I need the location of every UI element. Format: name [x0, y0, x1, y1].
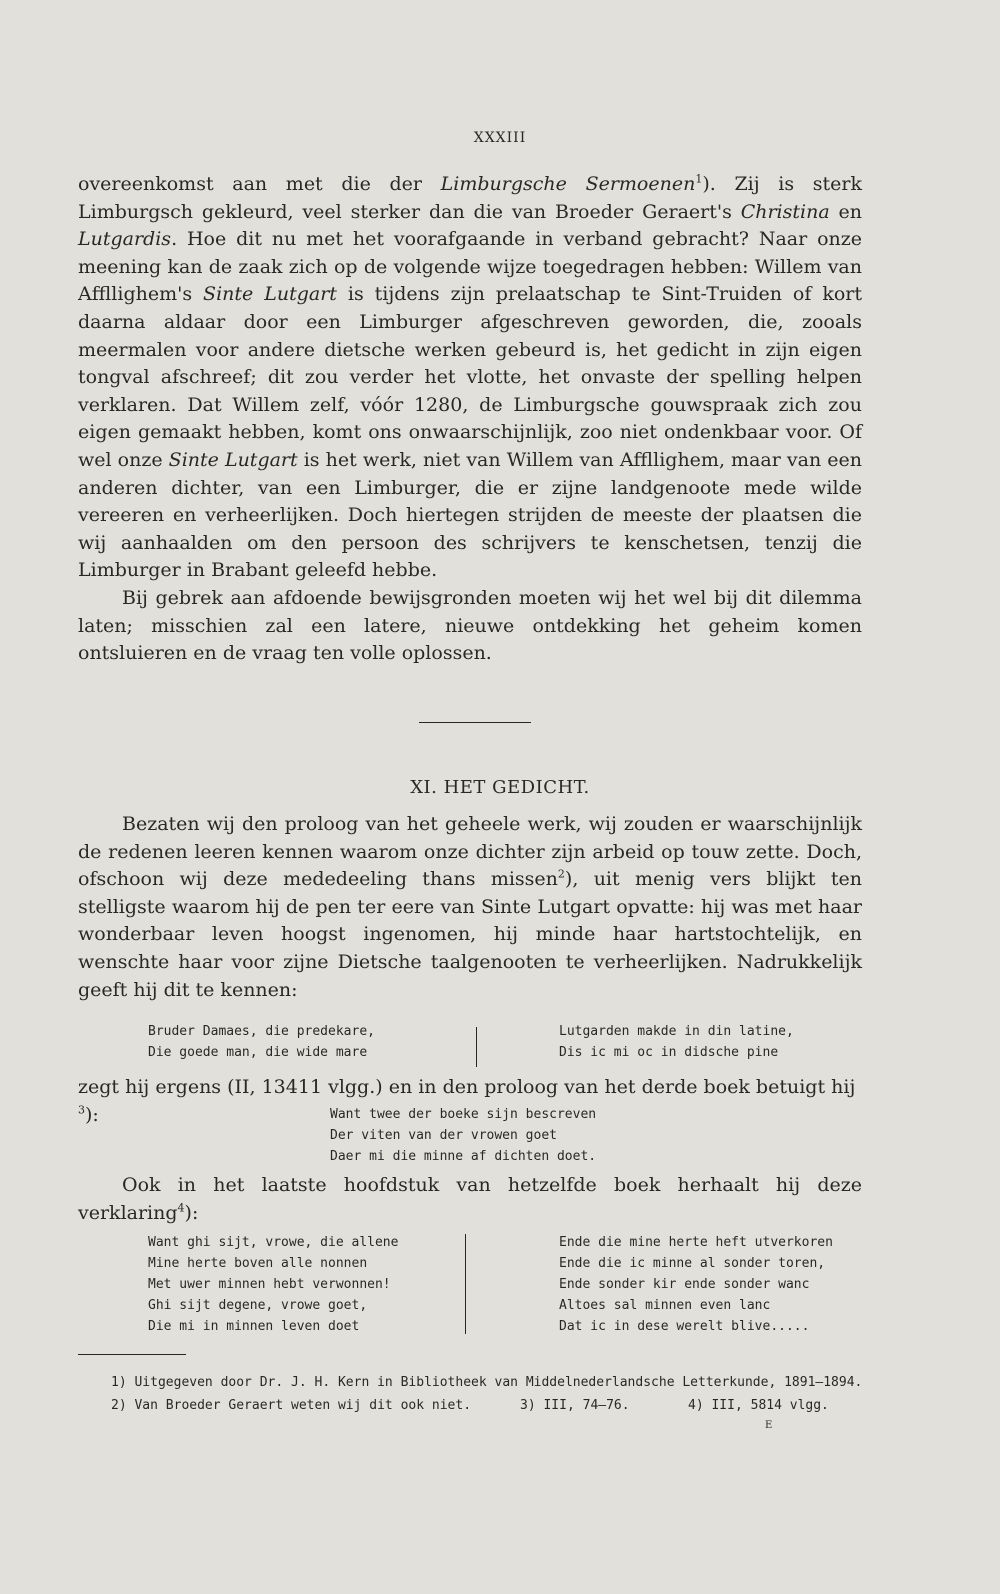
verse-3-right — [559, 1232, 833, 1337]
verse-line: Die goede man, die wide mare — [148, 1045, 368, 1060]
verse-line: Mine herte boven alle nonnen — [148, 1256, 368, 1271]
verse-line: Ende die mine herte heft utverkoren — [559, 1235, 833, 1250]
verse-line: Bruder Damaes, die predekare, — [148, 1024, 375, 1039]
paragraph-2 — [78, 585, 862, 668]
verse-1-right — [559, 1021, 794, 1063]
verse-divider — [465, 1234, 466, 1334]
footnote-3: 3) III, 74—76. — [520, 1398, 630, 1413]
italic-title: Sinte Lutgart — [168, 448, 298, 471]
verse-line: Dat ic in dese werelt blive..... — [559, 1319, 810, 1334]
footnote-2: 2) Van Broeder Geraert weten wij dit ook niet. — [111, 1398, 472, 1413]
footnote-ref: 2 — [557, 867, 565, 881]
footnote-ref: 3 — [78, 1103, 85, 1117]
text-run: Bij gebrek aan afdoende bewijsgronden moeten wij het wel bij dit dilemma laten; misschien zal een latere, nieuwe ontdekking het geheim komen ontsluieren en de vraag ten volle oplossen. — [78, 586, 862, 665]
signature-mark: E — [765, 1420, 773, 1431]
verse-line: Dis ic mi oc in didsche pine — [559, 1045, 779, 1060]
text-run: ): — [85, 1103, 99, 1126]
page-number: XXXIII — [473, 130, 527, 146]
text-run: overeenkomst aan met die der — [78, 173, 441, 195]
italic-title: Sinte Lutgart — [203, 283, 337, 306]
footnote-1: 1) Uitgegeven door Dr. J. H. Kern in Bibliotheek van Middelnederlandsche Letterkunde, 1891—1894. — [111, 1375, 863, 1390]
text-run: Bezaten wij den proloog van het geheele werk, wij zouden er waarschijnlijk de redenen leeren kennen waarom onze dichter zijn arbeid op touw zette. Doch, ofschoon wij deze mededeeling thans missen — [78, 813, 862, 891]
verse-line: Die mi in minnen leven doet — [148, 1319, 360, 1334]
verse-1-left — [148, 1021, 375, 1063]
verse-2 — [330, 1104, 596, 1167]
verse-line: Ende sonder kir ende sonder wanc — [559, 1277, 810, 1292]
italic-title: Christina — [740, 200, 830, 223]
paragraph-3 — [78, 811, 862, 1004]
text-run: ), uit menig vers blijkt ten stelligste waarom hij de pen ter eere van Sinte Lutgart opvatte: hij was met haar wonderbaar leven hoogst ingenomen, hij minde haar hartstochtelijk, en wenschte haar voor zijne Dietsche taalgenooten te verheerlijken. Nadrukkelijk geeft hij dit te kennen: — [78, 868, 862, 1001]
verse-line: Ende die ic minne al sonder toren, — [559, 1256, 826, 1271]
verse-line: Der viten van der vrowen goet — [330, 1128, 557, 1143]
text-run: . Hoe dit nu met het voorafgaande in verband gebracht? Naar onze meening kan de zaak zich op de volgende wijze toegedragen hebben: Willem van Affllighem's — [78, 228, 862, 306]
paragraph-4 — [78, 1172, 862, 1227]
verse-divider — [476, 1027, 477, 1067]
italic-title: Limburgsche Sermoenen — [440, 173, 696, 195]
text-run: zegt hij ergens (II, 13411 vlgg.) en in den proloog van het derde boek betuigt hij — [78, 1076, 856, 1098]
section-divider — [419, 722, 531, 723]
section-text — [78, 811, 862, 1004]
footnote-ref: 1 — [695, 172, 703, 186]
text-run: ): — [184, 1201, 199, 1224]
verse-line: Met uwer minnen hebt verwonnen! — [148, 1277, 391, 1292]
text-run: en — [829, 200, 862, 223]
paragraph-1 — [78, 171, 862, 585]
text-run: Ook in het laatste hoofdstuk van hetzelfde boek herhaalt hij deze verklaring — [78, 1174, 862, 1224]
footnote-rule — [78, 1354, 186, 1355]
verse-3-left — [148, 1232, 398, 1337]
text-run: ). Zij is sterk Limburgsch gekleurd, veel sterker dan die van Broeder Geraert's — [78, 173, 862, 223]
verse-line: Daer mi die minne af dichten doet. — [330, 1149, 597, 1164]
footnote-4: 4) III, 5814 vlgg. — [688, 1398, 829, 1413]
verse-line: Want twee der boeke sijn bescreven — [330, 1107, 597, 1122]
top-text — [78, 171, 862, 668]
verse-line: Lutgarden makde in din latine, — [559, 1024, 794, 1039]
section-title: XI. HET GEDICHT. — [410, 777, 590, 798]
text-run: is tijdens zijn prelaatschap te Sint-Truiden of kort daarna aldaar door een Limburger afgeschreven geworden, die, zooals meermalen voor andere dietsche werken gebeurd is, het gedicht in zijn eigen tongval afschreef; dit zou verder het vlotte, het onvaste der spelling helpen verklaren. Dat Willem zelf, vóór 1280, de Limburgsche gouwspraak zich zou eigen gemaakt hebben, komt ons onwaarschijnlijk, zoo niet ondenkbaar voor. Of wel onze — [78, 283, 863, 471]
verse-line: Want ghi sijt, vrowe, die allene — [148, 1235, 399, 1250]
ook-text — [78, 1172, 862, 1227]
italic-title: Lutgardis — [78, 228, 172, 251]
verse-line: Altoes sal minnen even lanc — [559, 1298, 771, 1313]
verse-line: Ghi sijt degene, vrowe goet, — [148, 1298, 368, 1313]
text-run: is het werk, niet van Willem van Affllighem, maar van een anderen dichter, van een Limburger, die er zijne landgenoote mede wilde vereeren en verheerlijken. Doch hiertegen strijden de meeste der plaatsen die wij aanhaalden om den persoon des schrijvers te kenschetsen, tenzij die Limburger in Brabant geleefd hebbe. — [78, 448, 862, 582]
footnote-ref: 4 — [177, 1201, 185, 1215]
